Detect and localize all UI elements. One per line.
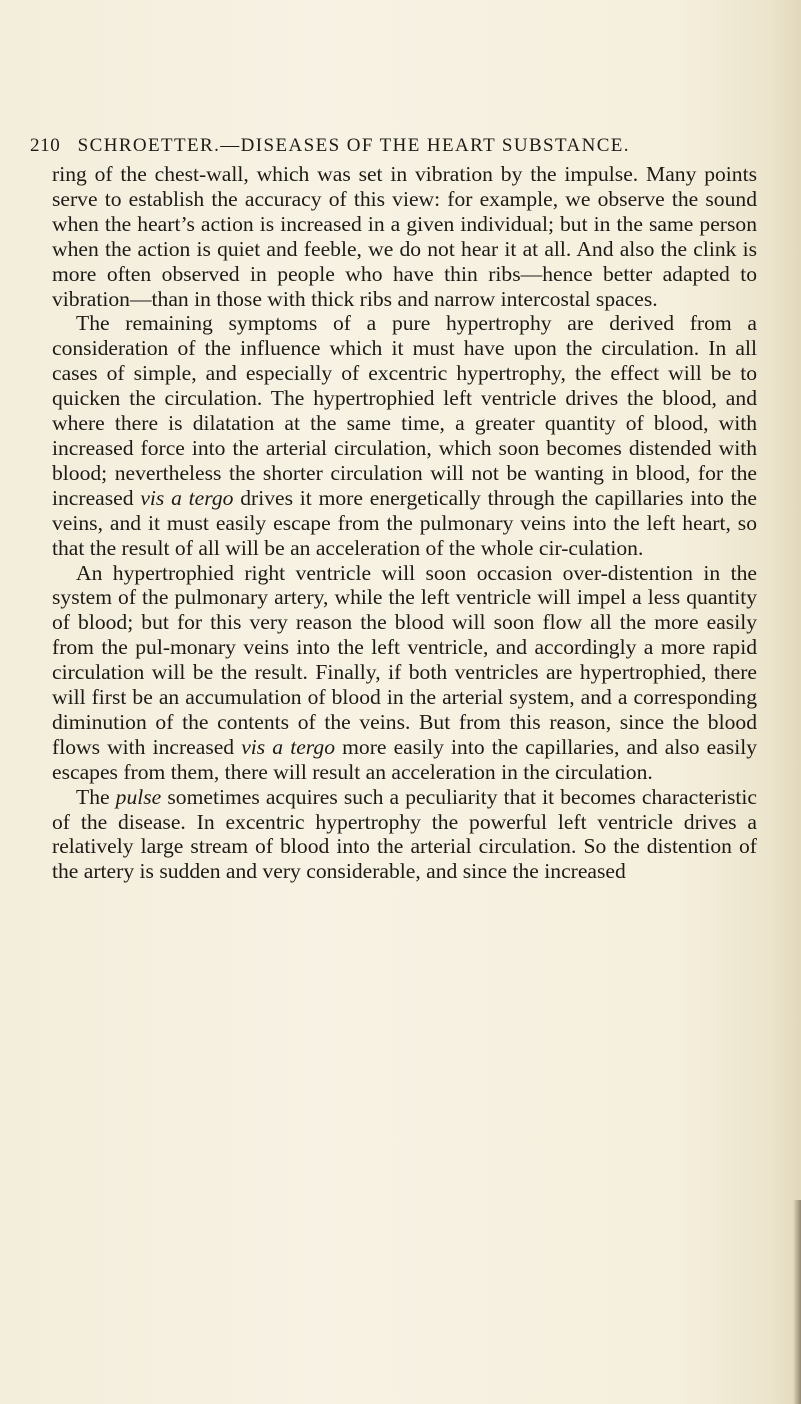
text-segment: ring of the chest-wall, which was set in vibration by the impulse. Many points serve to establish the accuracy of this view: for example, we observe the sound when the heart’s action is increased in a given individual; but in the same person when the action is quiet and feeble, we do not hear it at all. And also the clink is more often observed in people who have thin ribs—hence better adapted to vibration—than in those with thick ribs and narrow intercostal spaces. bbox=[52, 162, 757, 311]
page-number: 210 bbox=[30, 135, 61, 156]
page-header bbox=[30, 135, 770, 157]
text-segment: The remaining symptoms of a pure hypertrophy are derived from a consideration of the influence which it must have upon the circulation. In all cases of simple, and especially of excentric hypertrophy, the effect will be to quicken the circulation. The hypertrophied left ventricle drives the blood, and where there is dilatation at the same time, a greater quantity of blood, with increased force into the arterial circulation, which soon becomes distended with blood; nevertheless the shorter circulation will not be wanting in blood, for the increased bbox=[52, 311, 757, 510]
paragraph bbox=[52, 311, 757, 560]
text-segment: An hypertrophied right ventricle will soon occasion over-distention in the system of the pulmonary artery, while the left ventricle will impel a less quantity of blood; but for this very reason the blood will soon flow all the more easily from the pul-monary veins into the left ventricle, and accordingly a more rapid circulation will be the result. Finally, if both ventricles are hypertrophied, there will first be an accumulation of blood in the arterial system, and a corresponding diminution of the contents of the veins. But from this reason, since the blood flows with increased bbox=[52, 560, 757, 759]
text-segment: drives it more energetically through the capillaries into the veins, and it must easily escape from the pulmonary veins into the left heart, so that the result of all will be an acceleration of the whole cir-culation. bbox=[52, 485, 757, 560]
paragraph bbox=[52, 561, 757, 785]
paragraph bbox=[52, 162, 757, 311]
latin-phrase: vis a tergo bbox=[140, 485, 234, 510]
text-segment: more easily into the capillaries, and also easily escapes from them, there will result an acceleration in the circulation. bbox=[52, 734, 757, 784]
emphasis-word: pulse bbox=[115, 784, 162, 809]
text-segment: The bbox=[76, 784, 116, 809]
text-segment: sometimes acquires such a peculiarity that it becomes characteristic of the disease. In excentric hypertrophy the powerful left ventricle drives a relatively large stream of blood into the arterial circulation. So the distention of the artery is sudden and very considerable, and since the increased bbox=[52, 784, 757, 884]
running-title: SCHROETTER.—DISEASES OF THE HEART SUBSTANCE. bbox=[77, 135, 630, 156]
paragraph bbox=[52, 785, 757, 885]
body-text bbox=[52, 162, 757, 884]
page-edge-shadow bbox=[793, 1200, 801, 1404]
latin-phrase: vis a tergo bbox=[241, 734, 335, 759]
